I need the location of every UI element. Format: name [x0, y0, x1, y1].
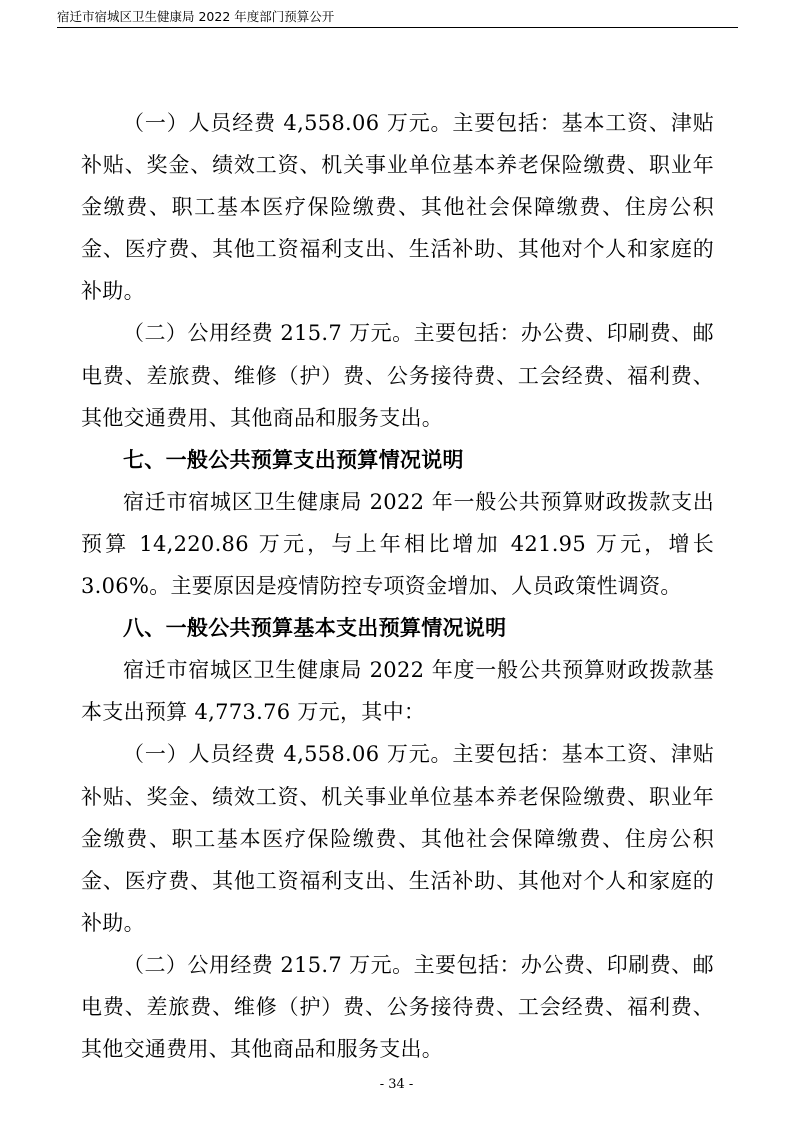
- paragraph-basic-expenditure: 宿迁市宿城区卫生健康局 2022 年度一般公共预算财政拨款基本支出预算 4,773.76 万元，其中：: [81, 658, 714, 725]
- paragraph-personnel-expenses-1: （一）人员经费 4,558.06 万元。主要包括：基本工资、津贴补贴、奖金、绩效工资、机关事业单位基本养老保险缴费、职业年金缴费、职工基本医疗保险缴费、其他社会保障缴费、住房公积金、医疗费、其他工资福利支出、生活补助、其他对个人和家庭的补助。: [81, 111, 714, 304]
- section-heading-8: 八、一般公共预算基本支出预算情况说明: [123, 616, 507, 641]
- paragraph-personnel-expenses-2: （一）人员经费 4,558.06 万元。主要包括：基本工资、津贴补贴、奖金、绩效工资、机关事业单位基本养老保险缴费、职业年金缴费、职工基本医疗保险缴费、其他社会保障缴费、住房公积金、医疗费、其他工资福利支出、生活补助、其他对个人和家庭的补助。: [81, 742, 714, 935]
- paragraph-public-expenses-1: （二）公用经费 215.7 万元。主要包括：办公费、印刷费、邮电费、差旅费、维修（护）费、公务接待费、工会经费、福利费、其他交通费用、其他商品和服务支出。: [81, 321, 714, 430]
- section-heading-7: 七、一般公共预算支出预算情况说明: [123, 447, 464, 472]
- paragraph-public-expenses-2: （二）公用经费 215.7 万元。主要包括：办公费、印刷费、邮电费、差旅费、维修（护）费、公务接待费、工会经费、福利费、其他交通费用、其他商品和服务支出。: [81, 952, 714, 1062]
- paragraph-general-budget-expenditure: 宿迁市宿城区卫生健康局 2022 年一般公共预算财政拨款支出预算 14,220.86 万元，与上年相比增加 421.95 万元，增长 3.06%。主要原因是疫情防控专项资金增加、人员政策性调资。: [81, 489, 714, 599]
- page-header: 宿迁市宿城区卫生健康局 2022 年度部门预算公开: [57, 9, 335, 24]
- header-rule: [57, 27, 738, 28]
- document-body: [81, 102, 714, 1070]
- page-number: - 34 -: [379, 1077, 414, 1092]
